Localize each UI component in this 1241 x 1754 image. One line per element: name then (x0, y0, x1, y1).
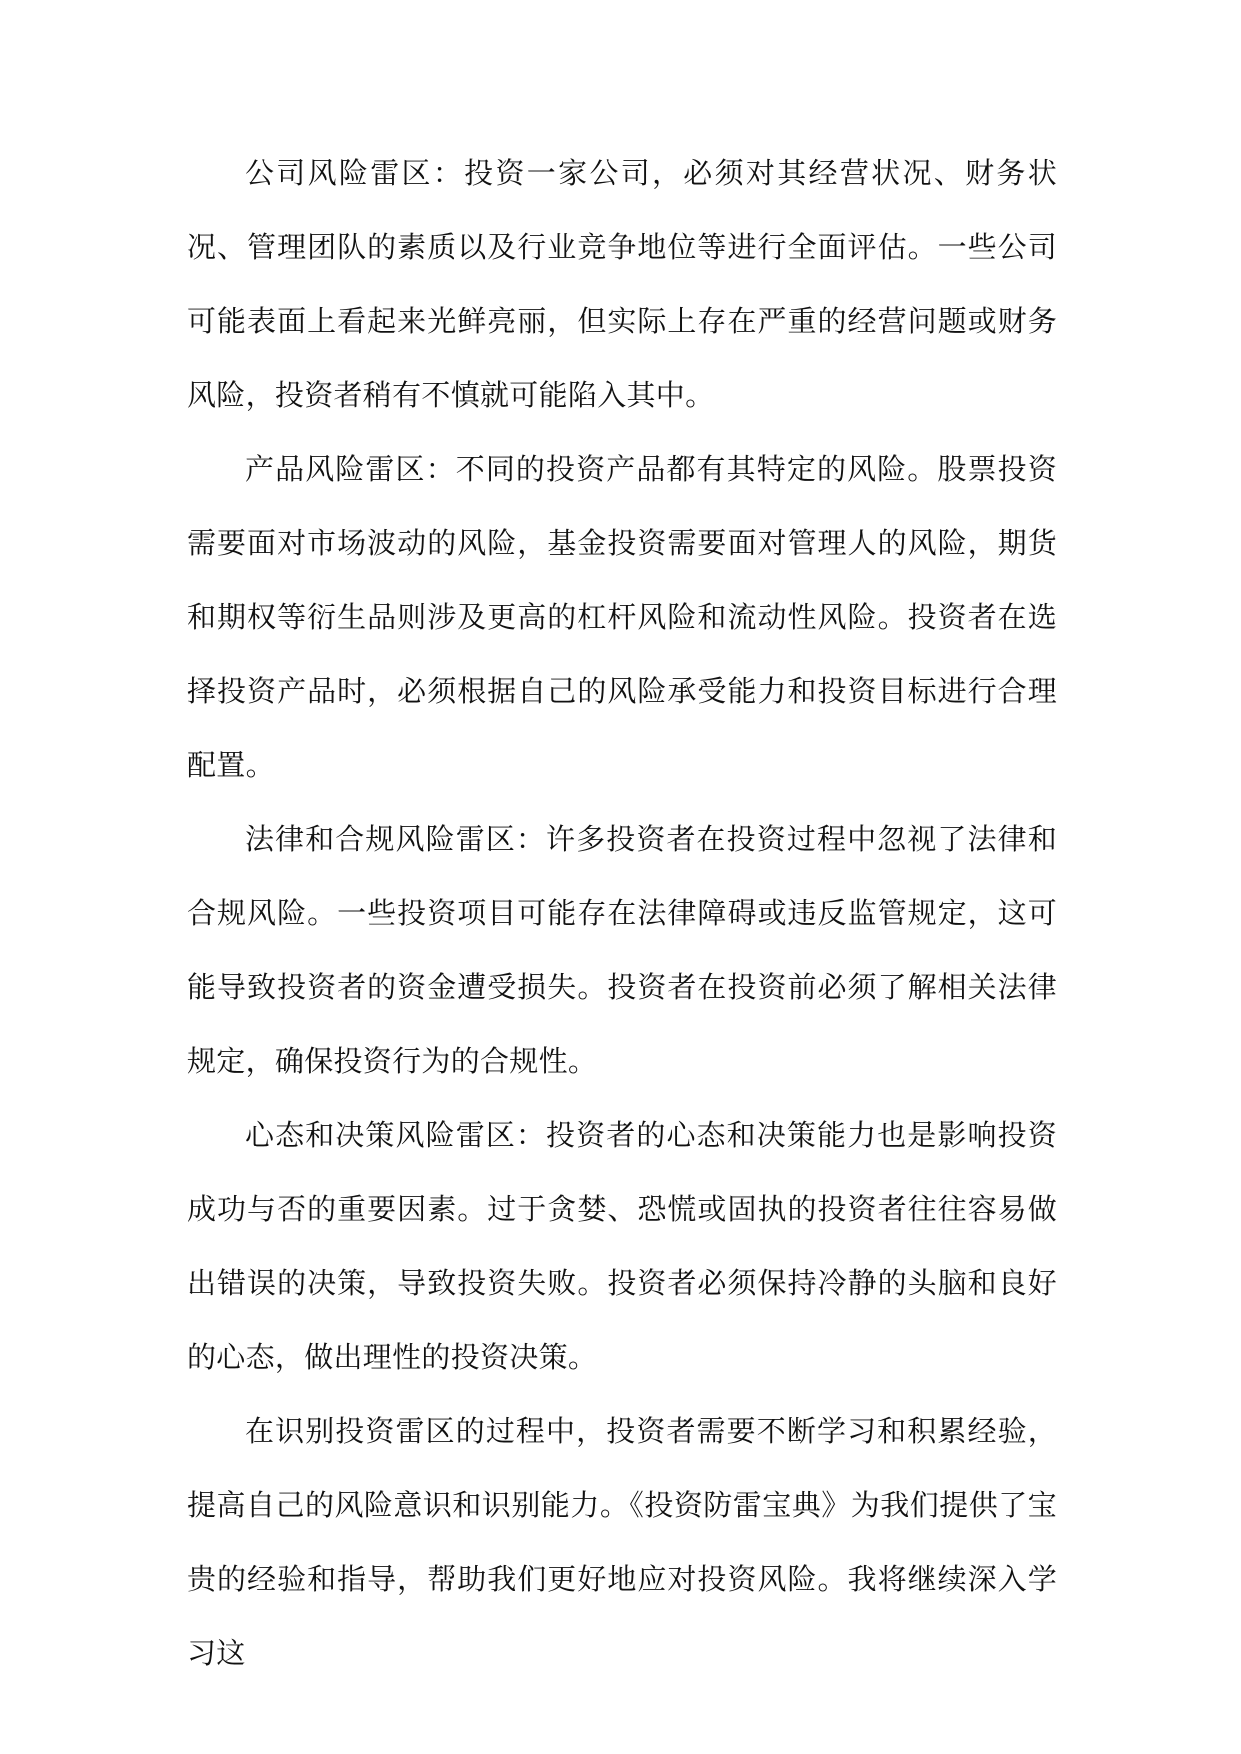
paragraph-company-risk: 公司风险雷区：投资一家公司，必须对其经营状况、财务状况、管理团队的素质以及行业竞争地位等进行全面评估。一些公司可能表面上看起来光鲜亮丽，但实际上存在严重的经营问题或财务风险，投资者稍有不慎就可能陷入其中。 (187, 156, 1057, 412)
paragraph-product-risk: 产品风险雷区：不同的投资产品都有其特定的风险。股票投资需要面对市场波动的风险，基金投资需要面对管理人的风险，期货和期权等衍生品则涉及更高的杠杆风险和流动性风险。投资者在选择投资产品时，必须根据自己的风险承受能力和投资目标进行合理配置。 (187, 452, 1057, 782)
document-body (187, 136, 1057, 1690)
paragraph-mindset-risk: 心态和决策风险雷区：投资者的心态和决策能力也是影响投资成功与否的重要因素。过于贪婪、恐慌或固执的投资者往往容易做出错误的决策，导致投资失败。投资者必须保持冷静的头脑和良好的心态，做出理性的投资决策。 (187, 1118, 1057, 1374)
paragraph-conclusion: 在识别投资雷区的过程中，投资者需要不断学习和积累经验，提高自己的风险意识和识别能力。《投资防雷宝典》为我们提供了宝贵的经验和指导，帮助我们更好地应对投资风险。我将继续深入学习这 (187, 1414, 1057, 1670)
paragraph-legal-risk: 法律和合规风险雷区：许多投资者在投资过程中忽视了法律和合规风险。一些投资项目可能存在法律障碍或违反监管规定，这可能导致投资者的资金遭受损失。投资者在投资前必须了解相关法律规定，确保投资行为的合规性。 (187, 822, 1057, 1078)
